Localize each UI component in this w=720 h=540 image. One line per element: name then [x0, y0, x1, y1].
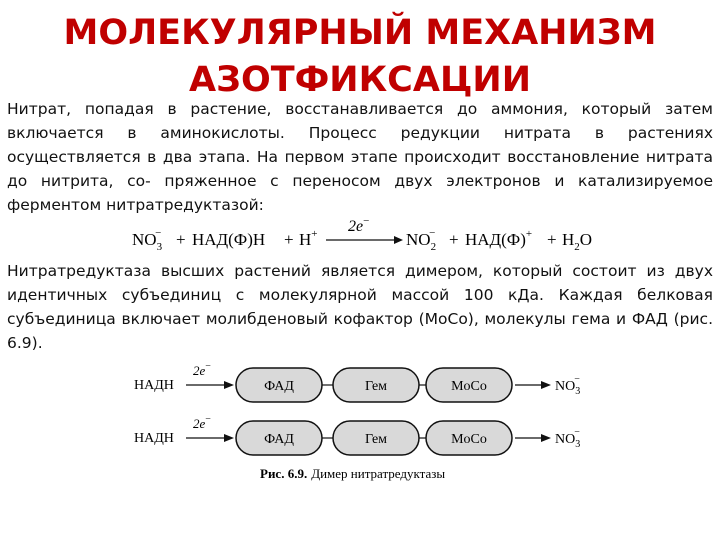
- row1-moco-label: MoCo: [451, 379, 487, 394]
- eq-arrowhead: [394, 236, 403, 244]
- subunit-row-2: [134, 414, 580, 455]
- nitrate-reductase-dimer-scheme: [120, 360, 600, 485]
- eq-nadf: НАД(Ф)+: [465, 228, 533, 249]
- eq-electrons: 2e−: [348, 215, 370, 235]
- nitrate-reduction-equation: [126, 214, 616, 254]
- row1-arrowhead-1: [224, 381, 234, 389]
- eq-plus-4: +: [547, 230, 557, 249]
- paragraph-intro: Нитрат, попадая в растение, восстанавливается до аммония, который затем включается в аминокислоты. Процесс редукции нитрата в растениях осуществляется в два этапа. На первом этапе происходит восстановление нитрата до нитрита, со- пряженное с переносом двух электронов и катализируемое ферментом нитратредуктазой:: [7, 100, 713, 214]
- row2-donor: НАДН: [134, 431, 174, 446]
- eq-plus-1: +: [176, 230, 186, 249]
- row2-arrowhead-1: [224, 434, 234, 442]
- eq-no3: $NO_3-$: [132, 227, 163, 253]
- row1-donor: НАДН: [134, 378, 174, 393]
- paragraph-dimer: Нитратредуктаза высших растений является димером, который состоит из двух идентичных субъединиц с молекулярной массой 100 кДа. Каждая белковая субъединица включает молибденовый кофактор (MoCo), молекулы гема и ФАД (рис. 6.9).: [7, 262, 713, 352]
- row2-fad-label: ФАД: [264, 432, 294, 447]
- eq-water: $H_2O$: [562, 230, 593, 253]
- eq-proton: H+: [299, 228, 318, 249]
- subunit-row-1: [134, 361, 580, 402]
- row1-fad-label: ФАД: [264, 379, 294, 394]
- row2-product: $NO_3-$: [555, 427, 581, 450]
- row1-product: $NO_3-$: [555, 374, 581, 397]
- figure-caption: Рис. 6.9. Димер нитратредуктазы: [260, 466, 446, 481]
- row1-arrowhead-2: [541, 381, 551, 389]
- row2-moco-label: MoCo: [451, 432, 487, 447]
- row2-heme-label: Гем: [364, 432, 388, 447]
- eq-plus-3: +: [449, 230, 459, 249]
- row2-arrowhead-2: [541, 434, 551, 442]
- page-title: [0, 10, 720, 104]
- title-line-2: АЗОТФИКСАЦИИ: [188, 60, 532, 100]
- eq-nadfh: НАД(Ф)Н: [192, 230, 266, 249]
- eq-plus-2: +: [284, 230, 294, 249]
- row1-electrons: 2e−: [193, 361, 211, 378]
- row1-heme-label: Гем: [364, 379, 388, 394]
- row2-electrons: 2e−: [193, 414, 211, 431]
- eq-no2: $NO_2-$: [406, 227, 437, 253]
- title-line-1: МОЛЕКУЛЯРНЫЙ МЕХАНИЗМ: [63, 13, 657, 53]
